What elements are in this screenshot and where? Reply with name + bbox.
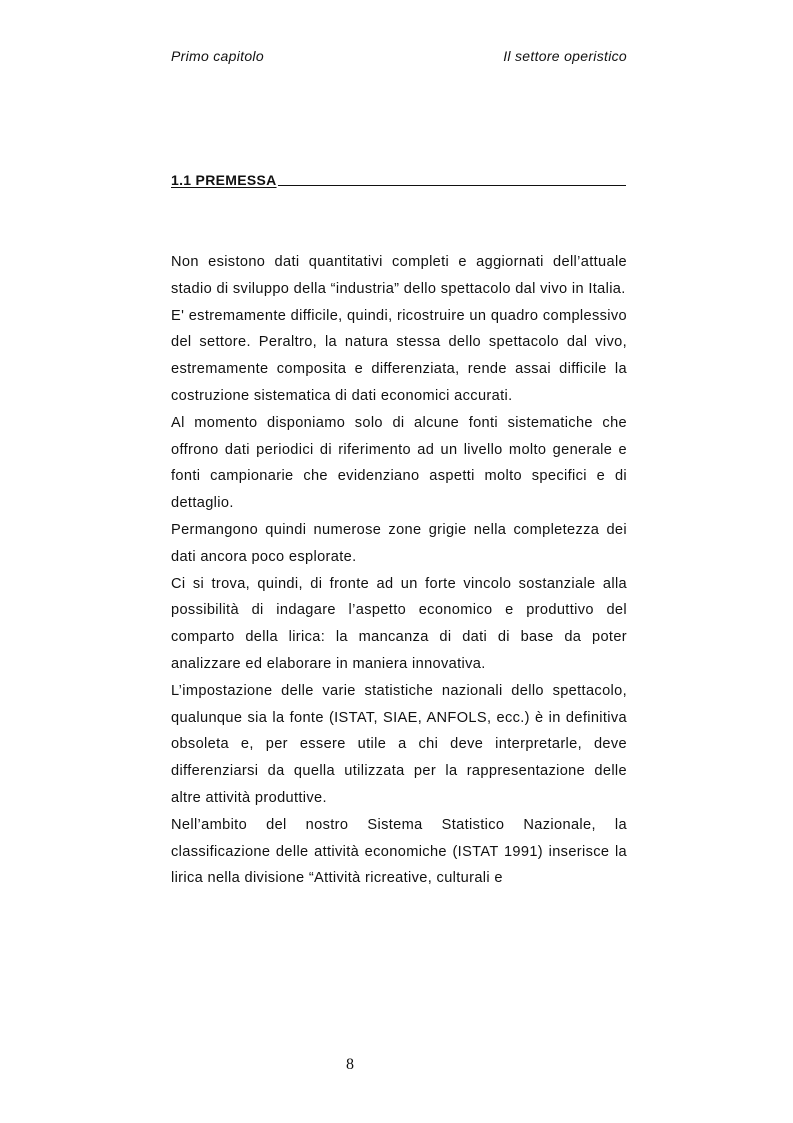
paragraph-4: Permangono quindi numerose zone grigie nella completezza dei dati ancora poco esplorate.: [171, 521, 627, 565]
paragraph-5: Ci si trova, quindi, di fronte ad un forte vincolo sostanziale alla possibilità di indagare l’aspetto economico e produttivo del comparto della lirica: la mancanza di dati di base da poter analizzare ed elaborare in maniera innovativa.: [171, 575, 627, 672]
running-header-chapter: Primo capitolo: [171, 48, 264, 64]
paragraph-3: Al momento disponiamo solo di alcune fonti sistematiche che offrono dati periodici di riferimento ad un livello molto generale e fonti campionarie che evidenziano aspetti molto specifici e di dettaglio.: [171, 414, 627, 512]
running-header-section: Il settore operistico: [503, 48, 627, 64]
body-text: [171, 249, 627, 892]
paragraph-1: Non esistono dati quantitativi completi e aggiornati dell’attuale stadio di sviluppo della “industria” dello spettacolo dal vivo in Italia.: [171, 254, 627, 297]
paragraph-7: Nell’ambito del nostro Sistema Statistico Nazionale, la classificazione delle attività economiche (ISTAT 1991) inserisce la lirica nella divisione “Attività ricreative, culturali e: [171, 816, 627, 887]
section-heading-text: 1.1 PREMESSA: [171, 172, 277, 188]
paragraph-2: E' estremamente difficile, quindi, ricostruire un quadro complessivo del settore. Peraltro, la natura stessa dello spettacolo dal vivo, estremamente composita e differenziata, rende assai difficile la costruzione sistematica di dati economici accurati.: [171, 307, 627, 404]
section-heading-rule: [278, 185, 626, 186]
page-number: 8: [346, 1056, 354, 1073]
paragraph-6: L’impostazione delle varie statistiche nazionali dello spettacolo, qualunque sia la fonte (ISTAT, SIAE, ANFOLS, ecc.) è in definitiva obsoleta e, per essere utile a chi deve interpretarle, deve differenziarsi da quella utilizzata per la rappresentazione delle altre attività produttive.: [171, 682, 627, 806]
section-heading: [171, 172, 626, 188]
